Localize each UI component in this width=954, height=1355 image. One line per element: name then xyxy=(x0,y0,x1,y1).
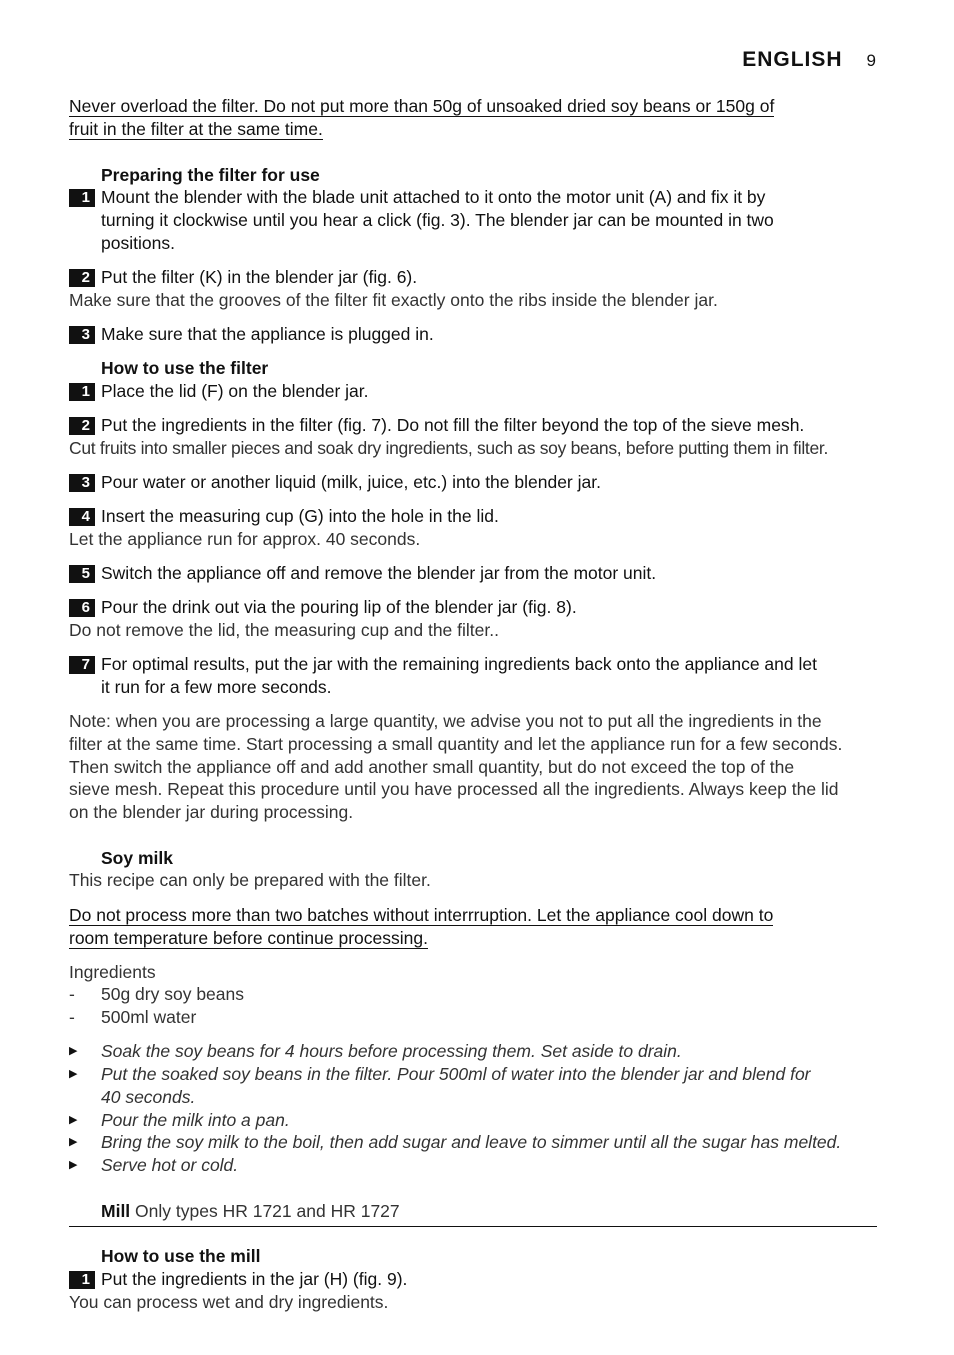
section-title-mill-use: How to use the mill xyxy=(101,1246,261,1266)
section-title-prep: Preparing the filter for use xyxy=(101,165,320,185)
soy-warning-line-2: room temperature before continue processing. xyxy=(69,928,428,948)
note-line: Note: when you are processing a large quantity, we advise you not to put all the ingredients in the xyxy=(69,711,822,731)
recipe-step: Bring the soy milk to the boil, then add sugar and leave to simmer until all the sugar has melted. xyxy=(101,1132,842,1152)
step-text: Make sure that the appliance is plugged in. xyxy=(101,324,434,344)
section-title-soy: Soy milk xyxy=(101,848,173,868)
mill-title: Mill xyxy=(101,1201,131,1221)
page-number: 9 xyxy=(866,51,876,70)
step-text: Put the ingredients in the filter (fig. 7). Do not fill the filter beyond the top of the sieve mesh. xyxy=(101,415,805,435)
list-dash: - xyxy=(69,1007,75,1027)
step-note: You can process wet and dry ingredients. xyxy=(69,1292,389,1312)
step-text: Place the lid (F) on the blender jar. xyxy=(101,381,369,401)
step-number: 1 xyxy=(69,189,95,207)
step-text: For optimal results, put the jar with the remaining ingredients back onto the appliance and let xyxy=(101,654,817,674)
list-dash: - xyxy=(69,984,75,1004)
step-text: Pour the drink out via the pouring lip of the blender jar (fig. 8). xyxy=(101,597,577,617)
step-number: 2 xyxy=(69,417,95,435)
step-text: Put the ingredients in the jar (H) (fig. 9). xyxy=(101,1269,408,1289)
note-line: filter at the same time. Start processing a small quantity and let the appliance run for a few seconds. xyxy=(69,734,843,754)
section-title-use: How to use the filter xyxy=(101,358,269,378)
step-text: turning it clockwise until you hear a click (fig. 3). The blender jar can be mounted in two xyxy=(101,210,774,230)
step-text: Mount the blender with the blade unit attached to it onto the motor unit (A) and fix it by xyxy=(101,187,766,207)
warning-line-2: fruit in the filter at the same time. xyxy=(69,119,323,139)
ingredient-item: 500ml water xyxy=(101,1007,197,1027)
step-text: positions. xyxy=(101,233,175,253)
step-text: Switch the appliance off and remove the blender jar from the motor unit. xyxy=(101,563,657,583)
bullet-arrow-icon: ▶ xyxy=(69,1068,78,1080)
bullet-arrow-icon: ▶ xyxy=(69,1045,78,1057)
bullet-arrow-icon: ▶ xyxy=(69,1114,78,1126)
note-line: Then switch the appliance off and add another small quantity, but do not exceed the top of the xyxy=(69,757,795,777)
recipe-step: 40 seconds. xyxy=(101,1087,196,1107)
note-line: sieve mesh. Repeat this procedure until you have processed all the ingredients. Always keep the lid xyxy=(69,779,839,799)
recipe-step: Pour the milk into a pan. xyxy=(101,1110,290,1130)
bullet-arrow-icon: ▶ xyxy=(69,1159,78,1171)
warning-line-1: Never overload the filter. Do not put more than 50g of unsoaked dried soy beans or 150g of xyxy=(69,96,775,116)
step-text: Pour water or another liquid (milk, juice, etc.) into the blender jar. xyxy=(101,472,601,492)
recipe-step: Put the soaked soy beans in the filter. Pour 500ml of water into the blender jar and blend for xyxy=(101,1064,811,1084)
step-note: Do not remove the lid, the measuring cup and the filter.. xyxy=(69,620,499,640)
step-number: 5 xyxy=(69,565,95,583)
step-number: 3 xyxy=(69,474,95,492)
step-text: it run for a few more seconds. xyxy=(101,677,332,697)
section-divider xyxy=(69,1226,877,1227)
step-number: 1 xyxy=(69,1271,95,1289)
step-text: Put the filter (K) in the blender jar (fig. 6). xyxy=(101,267,418,287)
step-number: 1 xyxy=(69,383,95,401)
step-note: Let the appliance run for approx. 40 seconds. xyxy=(69,529,421,549)
ingredients-label: Ingredients xyxy=(69,962,156,982)
bullet-arrow-icon: ▶ xyxy=(69,1136,78,1148)
mill-subtitle: Only types HR 1721 and HR 1727 xyxy=(135,1201,400,1221)
step-number: 6 xyxy=(69,599,95,617)
step-number: 7 xyxy=(69,656,95,674)
ingredient-item: 50g dry soy beans xyxy=(101,984,245,1004)
note-line: on the blender jar during processing. xyxy=(69,802,354,822)
page-header xyxy=(742,48,876,72)
step-number: 3 xyxy=(69,326,95,344)
language-label: ENGLISH xyxy=(742,48,843,71)
recipe-step: Serve hot or cold. xyxy=(101,1155,239,1175)
section-title-mill xyxy=(101,1200,400,1223)
soy-warning-line-1: Do not process more than two batches without interrruption. Let the appliance cool down to xyxy=(69,905,774,925)
step-number: 2 xyxy=(69,269,95,287)
recipe-step: Soak the soy beans for 4 hours before processing them. Set aside to drain. xyxy=(101,1041,682,1061)
step-note: Cut fruits into smaller pieces and soak dry ingredients, such as soy beans, before putting them in filter. xyxy=(69,438,829,458)
step-text: Insert the measuring cup (G) into the hole in the lid. xyxy=(101,506,499,526)
step-number: 4 xyxy=(69,508,95,526)
soy-intro: This recipe can only be prepared with the filter. xyxy=(69,870,431,890)
step-note: Make sure that the grooves of the filter fit exactly onto the ribs inside the blender jar. xyxy=(69,290,718,310)
